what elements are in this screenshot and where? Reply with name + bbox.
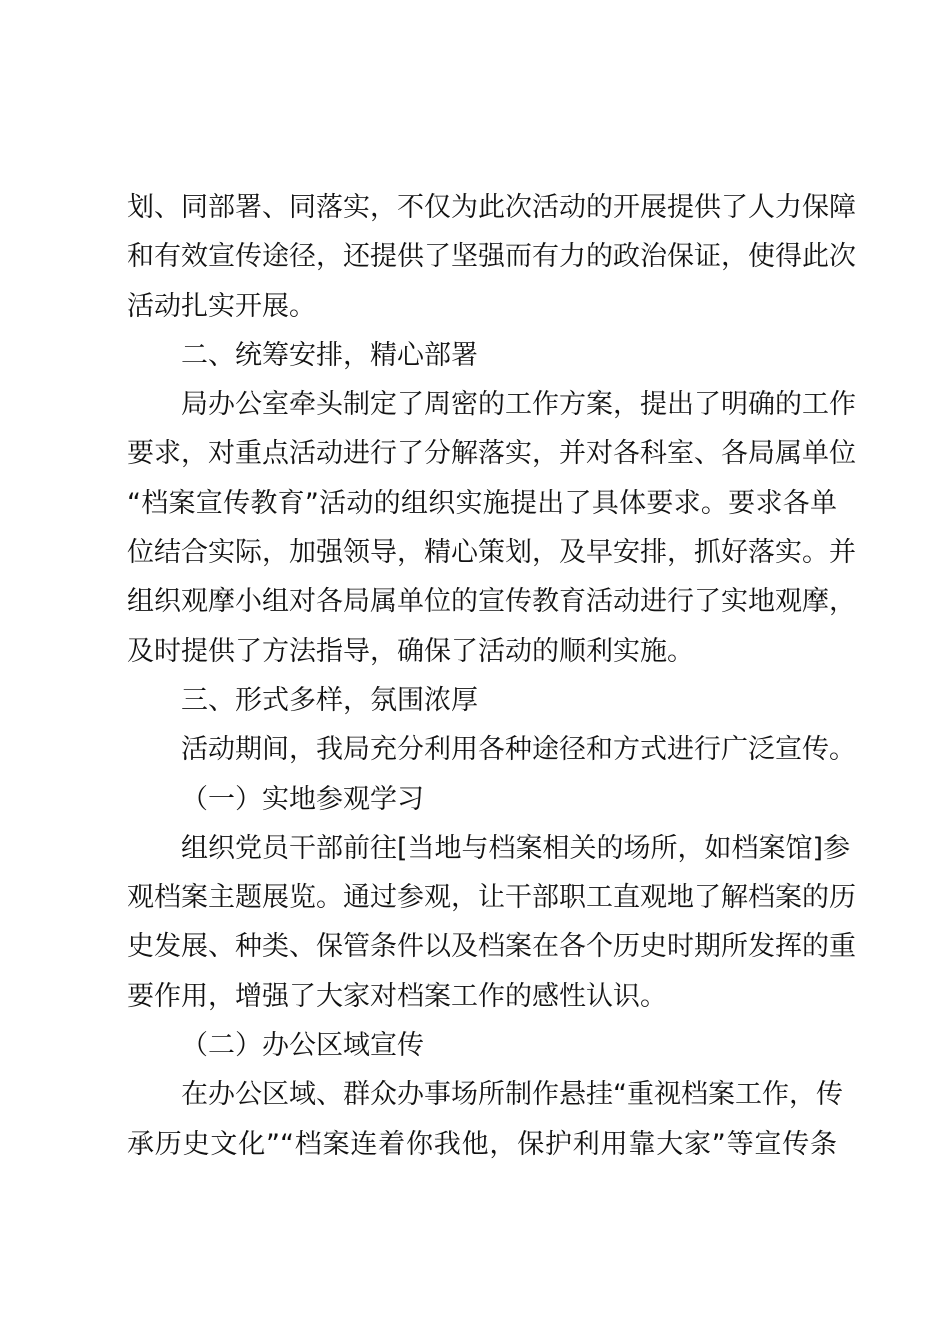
paragraph-line: 及时提供了方法指导，确保了活动的顺利实施。 [127,635,694,667]
paragraph-line: 活动扎实开展。 [127,290,316,322]
paragraph-line: 要求，对重点活动进行了分解落实，并对各科室、各局属单位 [127,438,856,470]
subsection-heading: （二）办公区域宣传 [181,1030,424,1062]
paragraph-line: 组织观摩小组对各局属单位的宣传教育活动进行了实地观摩， [127,586,856,618]
paragraph-line: 划、同部署、同落实，不仅为此次活动的开展提供了人力保障 [127,192,856,223]
section-heading: 二、统筹安排，精心部署 [181,339,478,371]
section-heading: 三、形式多样，氛围浓厚 [181,684,478,716]
paragraph-line: 观档案主题展览。通过参观，让干部职工直观地了解档案的历 [127,882,856,914]
paragraph-line: 组织党员干部前往[当地与档案相关的场所，如档案馆]参 [181,832,851,864]
paragraph-line: 在办公区域、群众办事场所制作悬挂“重视档案工作，传 [181,1079,843,1111]
paragraph-line: 要作用，增强了大家对档案工作的感性认识。 [127,980,667,1012]
subsection-heading: （一）实地参观学习 [181,783,424,815]
document-body [127,183,856,1169]
paragraph-line: 局办公室牵头制定了周密的工作方案，提出了明确的工作 [181,389,856,421]
paragraph-line: “档案宣传教育”活动的组织实施提出了具体要求。要求各单 [127,487,837,519]
paragraph-line: 史发展、种类、保管条件以及档案在各个历史时期所发挥的重 [127,931,856,963]
paragraph-line: 承历史文化”“档案连着你我他，保护利用靠大家”等宣传条 [127,1128,837,1160]
paragraph-line: 和有效宣传途径，还提供了坚强而有力的政治保证，使得此次 [127,241,856,273]
paragraph-line: 活动期间，我局充分利用各种途径和方式进行广泛宣传。 [181,734,856,766]
paragraph-line: 位结合实际，加强领导，精心策划，及早安排，抓好落实。并 [127,537,856,569]
